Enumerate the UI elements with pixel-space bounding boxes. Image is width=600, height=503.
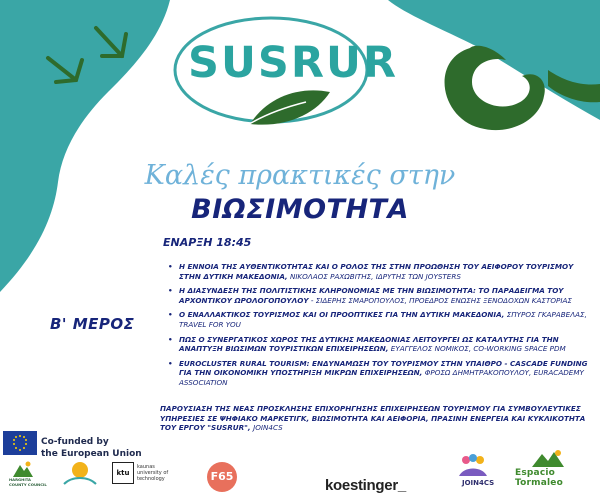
- koestinger-logo: koestinger_: [325, 477, 406, 494]
- script-title: Καλές πρακτικές στην: [144, 160, 456, 191]
- brand-logo-text: SUSRUR: [188, 38, 398, 88]
- espacio-tormaleo-logo-icon: [530, 448, 566, 468]
- closing-byline: JOIN4CS: [253, 423, 283, 433]
- bullet-icon: •: [168, 358, 173, 368]
- talk-speaker: ΝΙΚΟΛΑΟΣ ΡΑΧΩΒΙΤΗΣ, ΙΔΡΥΤΗΣ ΤΩΝ JOYSTERS: [289, 271, 461, 281]
- part-label: Β' ΜΕΡΟΣ: [50, 315, 135, 333]
- talk-speaker: ΦΡΟΣΩ ΔΗΜΗΤΡΑΚΟΠΟΥΛΟΥ, EURACADEMY ASSOCIATION: [179, 368, 584, 387]
- talk-speaker: ΣΠΥΡΟΣ ΓΚΑΡΑΒΕΛΑΣ, TRAVEL FOR YOU: [179, 310, 587, 329]
- eu-cofunded-text: [41, 436, 142, 460]
- bullet-icon: •: [168, 262, 173, 271]
- talk-title: Ο ΕΝΑΛΛΑΚΤΙΚΟΣ ΤΟΥΡΙΣΜΟΣ ΚΑΙ ΟΙ ΠΡΟΟΠΤΙΚΕΣ ΓΙΑ ΤΗΝ ΔΥΤΙΚΗ ΜΑΚΕΔΟΝΙΑ,: [179, 310, 505, 320]
- eu-line-1: Co-funded by: [41, 437, 109, 447]
- bullet-icon: •: [168, 310, 173, 320]
- partner-sun-logo-icon: [60, 458, 100, 486]
- joincs-text: JOIN4CS: [462, 479, 495, 487]
- logo-leaf-icon: [250, 90, 330, 124]
- list-item: [168, 359, 592, 388]
- list-item: [168, 286, 592, 305]
- espacio-tormaleo-text: Espacio Tormaleo: [515, 468, 563, 488]
- top-right-blob: [388, 0, 600, 120]
- talk-title: ΠΩΣ Ο ΣΥΝΕΡΓΑΤΙΚΟΣ ΧΩΡΟΣ ΤΗΣ ΔΥΤΙΚΗΣ ΜΑΚΕΔΟΝΙΑΣ ΛΕΙΤΟΥΡΓΕΙ ΩΣ ΚΑΤΑΛΥΤΗΣ ΓΙΑ ΤΗΝ ΑΝΑΠΤΥΞΗ ΒΙΩΣΙΜΩΝ ΤΟΥΡΙΣΤΙΚΩΝ ΕΠΙΧΕΙΡΗΣΕΩΝ,: [179, 334, 559, 354]
- harghita-text: HARGHITA COUNTY COUNCIL: [9, 477, 47, 487]
- list-item: [168, 310, 592, 329]
- start-time: ΕΝΑΡΞΗ 18:45: [163, 236, 252, 249]
- talk-title: EUROCLUSTER RURAL TOURISM: ΕΝΔΥΝΑΜΩΣΗ ΤΟΥ ΤΟΥΡΙΣΜΟΥ ΣΤΗΝ ΥΠΑΙΘΡΟ - CASCADE FUNDING ΓΙΑ ΤΗΝ ΟΙΚΟΝΟΜΙΚΗ ΥΠΟΣΤΗΡΙΞΗ ΜΙΚΡΩΝ ΕΠΙΧΕΙΡΗΣΕΩΝ,: [179, 358, 588, 378]
- main-title: ΒΙΩΣΙΜΟΤΗΤΑ: [191, 194, 409, 225]
- f65-logo: F65: [207, 462, 237, 492]
- bullet-icon: •: [168, 286, 173, 296]
- closing-note: [160, 404, 592, 433]
- talk-list: [168, 262, 592, 393]
- closing-text: ΠΑΡΟΥΣΙΑΣΗ ΤΗΣ ΝΕΑΣ ΠΡΟΣΚΛΗΣΗΣ ΕΠΙΧΟΡΗΓΗΣΗΣ ΕΠΙΧΕΙΡΗΣΕΩΝ ΤΟΥΡΙΣΜΟΥ ΓΙΑ ΣΥΜΒΟΥΛΕΥΤΙΚΕΣ ΥΠΗΡΕΣΙΕΣ ΣΕ ΨΗΦΙΑΚΟ ΜΑΡΚΕΤΙΓΚ, ΒΙΩΣΙΜΟΤΗΤΑ ΚΑΙ ΑΕΙΦΟΡΙΑ, ΠΡΑΣΙΝΗ ΕΝΕΡΓΕΙΑ ΚΑΙ ΚΥΚΛΙΚΟΤΗΤΑ ΤΟΥ ΕΡΓΟΥ "SUSRUR",: [160, 404, 586, 433]
- talk-title: Η ΔΙΑΣΥΝΔΕΣΗ ΤΗΣ ΠΟΛΙΤΙΣΤΙΚΗΣ ΚΛΗΡΟΝΟΜΙΑΣ ΜΕ ΤΗΝ ΒΙΩΣΙΜΟΤΗΤΑ: ΤΟ ΠΑΡΑΔΕΙΓΜΑ ΤΟΥ ΑΡΧΟΝΤΙΚΟΥ ΩΡΟΛΟΓΟΠΟΥΛΟΥ: [179, 286, 564, 305]
- list-item: [168, 262, 592, 281]
- ktu-text: kaunas university of technology: [137, 464, 169, 482]
- bullet-icon: •: [168, 334, 173, 344]
- joincs-logo-icon: [456, 452, 490, 478]
- eu-line-2: the European Union: [41, 449, 142, 459]
- top-left-wave: [0, 0, 170, 292]
- ktu-logo: ktu: [112, 462, 134, 484]
- talk-title: Η ΕΝΝΟΙΑ ΤΗΣ ΑΥΘΕΝΤΙΚΟΤΗΤΑΣ ΚΑΙ Ο ΡΟΛΟΣ ΤΗΣ ΣΤΗΝ ΠΡΟΩΘΗΣΗ ΤΟΥ ΑΕΙΦΟΡΟΥ ΤΟΥΡΙΣΜΟΥ ΣΤΗΝ ΔΥΤΙΚΗ ΜΑΚΕΔΟΝΙΑ,: [179, 262, 574, 281]
- list-item: [168, 335, 592, 354]
- eu-flag-icon: [3, 431, 37, 455]
- harghita-logo-icon: [12, 460, 34, 478]
- talk-speaker: ΕΥΑΓΓΕΛΟΣ ΝΟΜΙΚΟΣ, CO-WORKING SPACE PDM: [390, 344, 566, 354]
- talk-speaker: - ΣΙΔΕΡΗΣ ΣΜΑΡΟΠΟΥΛΟΣ, ΠΡΟΕΔΡΟΣ ΕΝΩΣΗΣ ΞΕΝΟΔΟΧΩΝ ΚΑΣΤΟΡΙΑΣ: [310, 295, 572, 305]
